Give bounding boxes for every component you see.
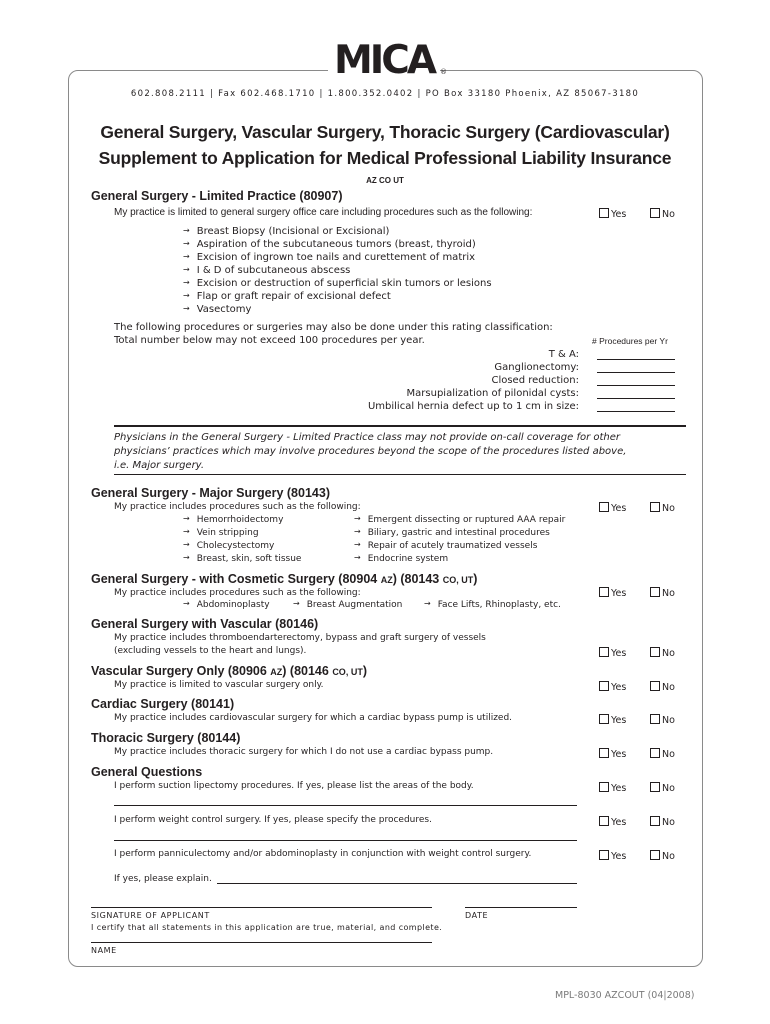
list-item: → Breast Augmentation bbox=[293, 600, 402, 610]
checkbox[interactable] bbox=[650, 782, 660, 792]
list-item: → Abdominoplasty bbox=[183, 600, 270, 610]
cardiac-yes[interactable]: Yes bbox=[599, 713, 626, 726]
procedure-count-field[interactable] bbox=[597, 359, 675, 360]
cosmetic-heading: General Surgery - with Cosmetic Surgery (80904 AZ) (80143 CO, UT) bbox=[91, 572, 478, 586]
vascular-gs-line2: (excluding vessels to the heart and lungs). bbox=[114, 646, 307, 656]
limited-yes[interactable]: Yes bbox=[599, 207, 626, 220]
major-question: My practice includes procedures such as the following: bbox=[114, 502, 361, 512]
major-yes[interactable]: Yes bbox=[599, 501, 626, 514]
procedure-count-field[interactable] bbox=[597, 385, 675, 386]
checkbox[interactable] bbox=[599, 748, 609, 758]
vascular-only-question: My practice is limited to vascular surgery only. bbox=[114, 680, 324, 690]
q1-yes[interactable]: Yes bbox=[599, 781, 626, 794]
thoracic-question: My practice includes thoracic surgery for which I do not use a cardiac bypass pump. bbox=[114, 747, 494, 757]
cosmetic-no[interactable]: No bbox=[650, 586, 675, 599]
checkbox[interactable] bbox=[599, 816, 609, 826]
list-item: → I & D of subcutaneous abscess bbox=[183, 265, 350, 276]
procedure-label: Marsupialization of pilonidal cysts: bbox=[406, 388, 579, 399]
limited-also-line1: The following procedures or surgeries may also be done under this rating classification: bbox=[114, 322, 553, 333]
cosmetic-question: My practice includes procedures such as the following: bbox=[114, 588, 361, 598]
vascular-gs-yes[interactable]: Yes bbox=[599, 646, 626, 659]
procedure-label: Closed reduction: bbox=[491, 375, 579, 386]
cosmetic-yes[interactable]: Yes bbox=[599, 586, 626, 599]
contact-line: 602.808.2111 | Fax 602.468.1710 | 1.800.352.0402 | PO Box 33180 Phoenix, AZ 85067-3180 bbox=[130, 89, 640, 99]
checkbox[interactable] bbox=[599, 502, 609, 512]
mica-logo: MICA bbox=[328, 40, 440, 82]
name-line[interactable] bbox=[91, 942, 432, 943]
limited-heading: General Surgery - Limited Practice (80907) bbox=[91, 189, 343, 203]
q1-no[interactable]: No bbox=[650, 781, 675, 794]
vascular-only-heading: Vascular Surgery Only (80906 AZ) (80146 CO, UT) bbox=[91, 664, 367, 678]
procedure-label: T & A: bbox=[548, 349, 579, 360]
checkbox[interactable] bbox=[650, 748, 660, 758]
form-number: MPL-8030 AZCOUT (04|2008) bbox=[555, 990, 695, 1001]
checkbox[interactable] bbox=[599, 647, 609, 657]
checkbox[interactable] bbox=[650, 502, 660, 512]
limited-question: My practice is limited to general surgery office care including procedures such as the following: bbox=[114, 207, 533, 218]
state-code: AZ CO UT bbox=[366, 176, 404, 185]
limited-no[interactable]: No bbox=[650, 207, 675, 220]
list-item: → Vasectomy bbox=[183, 304, 251, 315]
checkbox[interactable] bbox=[599, 681, 609, 691]
name-label: NAME bbox=[91, 946, 117, 955]
limited-note-line1: Physicians in the General Surgery - Limited Practice class may not provide on-call coverage for other bbox=[114, 432, 621, 443]
procedure-label: Umbilical hernia defect up to 1 cm in size: bbox=[367, 401, 579, 412]
checkbox[interactable] bbox=[650, 816, 660, 826]
list-item: → Biliary, gastric and intestinal procedures bbox=[354, 528, 550, 538]
cardiac-no[interactable]: No bbox=[650, 713, 675, 726]
list-item: → Breast Biopsy (Incisional or Excisional) bbox=[183, 226, 389, 237]
thoracic-no[interactable]: No bbox=[650, 747, 675, 760]
limited-also-line2: Total number below may not exceed 100 procedures per year. bbox=[114, 335, 425, 346]
list-item: → Excision of ingrown toe nails and curettement of matrix bbox=[183, 252, 475, 263]
limited-note-line2: physicians’ practices which may involve procedures beyond the scope of the procedures listed above, bbox=[114, 446, 627, 457]
list-item: → Face Lifts, Rhinoplasty, etc. bbox=[424, 600, 561, 610]
signature-line[interactable] bbox=[91, 907, 432, 908]
major-no[interactable]: No bbox=[650, 501, 675, 514]
list-item: → Emergent dissecting or ruptured AAA repair bbox=[354, 515, 565, 525]
checkbox[interactable] bbox=[650, 681, 660, 691]
checkbox[interactable] bbox=[599, 714, 609, 724]
thoracic-yes[interactable]: Yes bbox=[599, 747, 626, 760]
list-item: → Excision or destruction of superficial skin tumors or lesions bbox=[183, 278, 492, 289]
checkbox[interactable] bbox=[599, 850, 609, 860]
list-item: → Breast, skin, soft tissue bbox=[183, 554, 301, 564]
registered-mark: ® bbox=[440, 68, 447, 76]
checkbox[interactable] bbox=[599, 782, 609, 792]
list-item: → Flap or graft repair of excisional defect bbox=[183, 291, 391, 302]
list-item: → Aspiration of the subcutaneous tumors (breast, thyroid) bbox=[183, 239, 476, 250]
list-item: → Hemorrhoidectomy bbox=[183, 515, 283, 525]
general-q1: I perform suction lipectomy procedures. If yes, please list the areas of the body. bbox=[114, 781, 474, 791]
vascular-only-no[interactable]: No bbox=[650, 680, 675, 693]
page-title: General Surgery, Vascular Surgery, Thoracic Surgery (Cardiovascular) bbox=[100, 122, 670, 142]
q2-no[interactable]: No bbox=[650, 815, 675, 828]
certify-statement: I certify that all statements in this application are true, material, and complete. bbox=[91, 923, 443, 932]
vascular-gs-line1: My practice includes thromboendarterectomy, bypass and graft surgery of vessels bbox=[114, 633, 486, 643]
list-item: → Vein stripping bbox=[183, 528, 259, 538]
cardiac-question: My practice includes cardiovascular surgery for which a cardiac bypass pump is utilized. bbox=[114, 713, 513, 723]
limited-note-line3: i.e. Major surgery. bbox=[114, 460, 204, 471]
explain-answer-line[interactable] bbox=[217, 883, 577, 884]
checkbox[interactable] bbox=[650, 850, 660, 860]
procedure-label: Ganglionectomy: bbox=[494, 362, 579, 373]
cardiac-heading: Cardiac Surgery (80141) bbox=[91, 697, 235, 711]
q1-answer-line[interactable] bbox=[114, 805, 577, 806]
date-label: DATE bbox=[465, 911, 489, 920]
note-divider bbox=[114, 425, 686, 427]
list-item: → Cholecystectomy bbox=[183, 541, 274, 551]
checkbox[interactable] bbox=[650, 714, 660, 724]
list-item: → Endocrine system bbox=[354, 554, 448, 564]
general-q2: I perform weight control surgery. If yes, please specify the procedures. bbox=[114, 815, 432, 825]
general-explain-label: If yes, please explain. bbox=[114, 874, 212, 884]
thoracic-heading: Thoracic Surgery (80144) bbox=[91, 731, 241, 745]
q2-answer-line[interactable] bbox=[114, 840, 577, 841]
checkbox[interactable] bbox=[650, 208, 660, 218]
list-item: → Repair of acutely traumatized vessels bbox=[354, 541, 537, 551]
procedure-count-field[interactable] bbox=[597, 398, 675, 399]
vascular-only-yes[interactable]: Yes bbox=[599, 680, 626, 693]
procedure-count-field[interactable] bbox=[597, 411, 675, 412]
vascular-gs-no[interactable]: No bbox=[650, 646, 675, 659]
general-q3: I perform panniculectomy and/or abdominoplasty in conjunction with weight control surgery. bbox=[114, 849, 532, 859]
q2-yes[interactable]: Yes bbox=[599, 815, 626, 828]
q3-yes[interactable]: Yes bbox=[599, 849, 626, 862]
page-subtitle: Supplement to Application for Medical Professional Liability Insurance bbox=[98, 148, 672, 168]
vascular-gs-heading: General Surgery with Vascular (80146) bbox=[91, 617, 319, 631]
procedures-per-yr-header: # Procedures per Yr bbox=[592, 336, 668, 346]
q3-no[interactable]: No bbox=[650, 849, 675, 862]
checkbox[interactable] bbox=[650, 647, 660, 657]
major-heading: General Surgery - Major Surgery (80143) bbox=[91, 486, 330, 500]
date-line[interactable] bbox=[465, 907, 577, 908]
checkbox[interactable] bbox=[599, 208, 609, 218]
checkbox[interactable] bbox=[650, 587, 660, 597]
signature-label: SIGNATURE OF APPLICANT bbox=[91, 911, 210, 920]
procedure-count-field[interactable] bbox=[597, 372, 675, 373]
note-divider bbox=[114, 474, 686, 475]
checkbox[interactable] bbox=[599, 587, 609, 597]
general-questions-heading: General Questions bbox=[91, 765, 203, 779]
